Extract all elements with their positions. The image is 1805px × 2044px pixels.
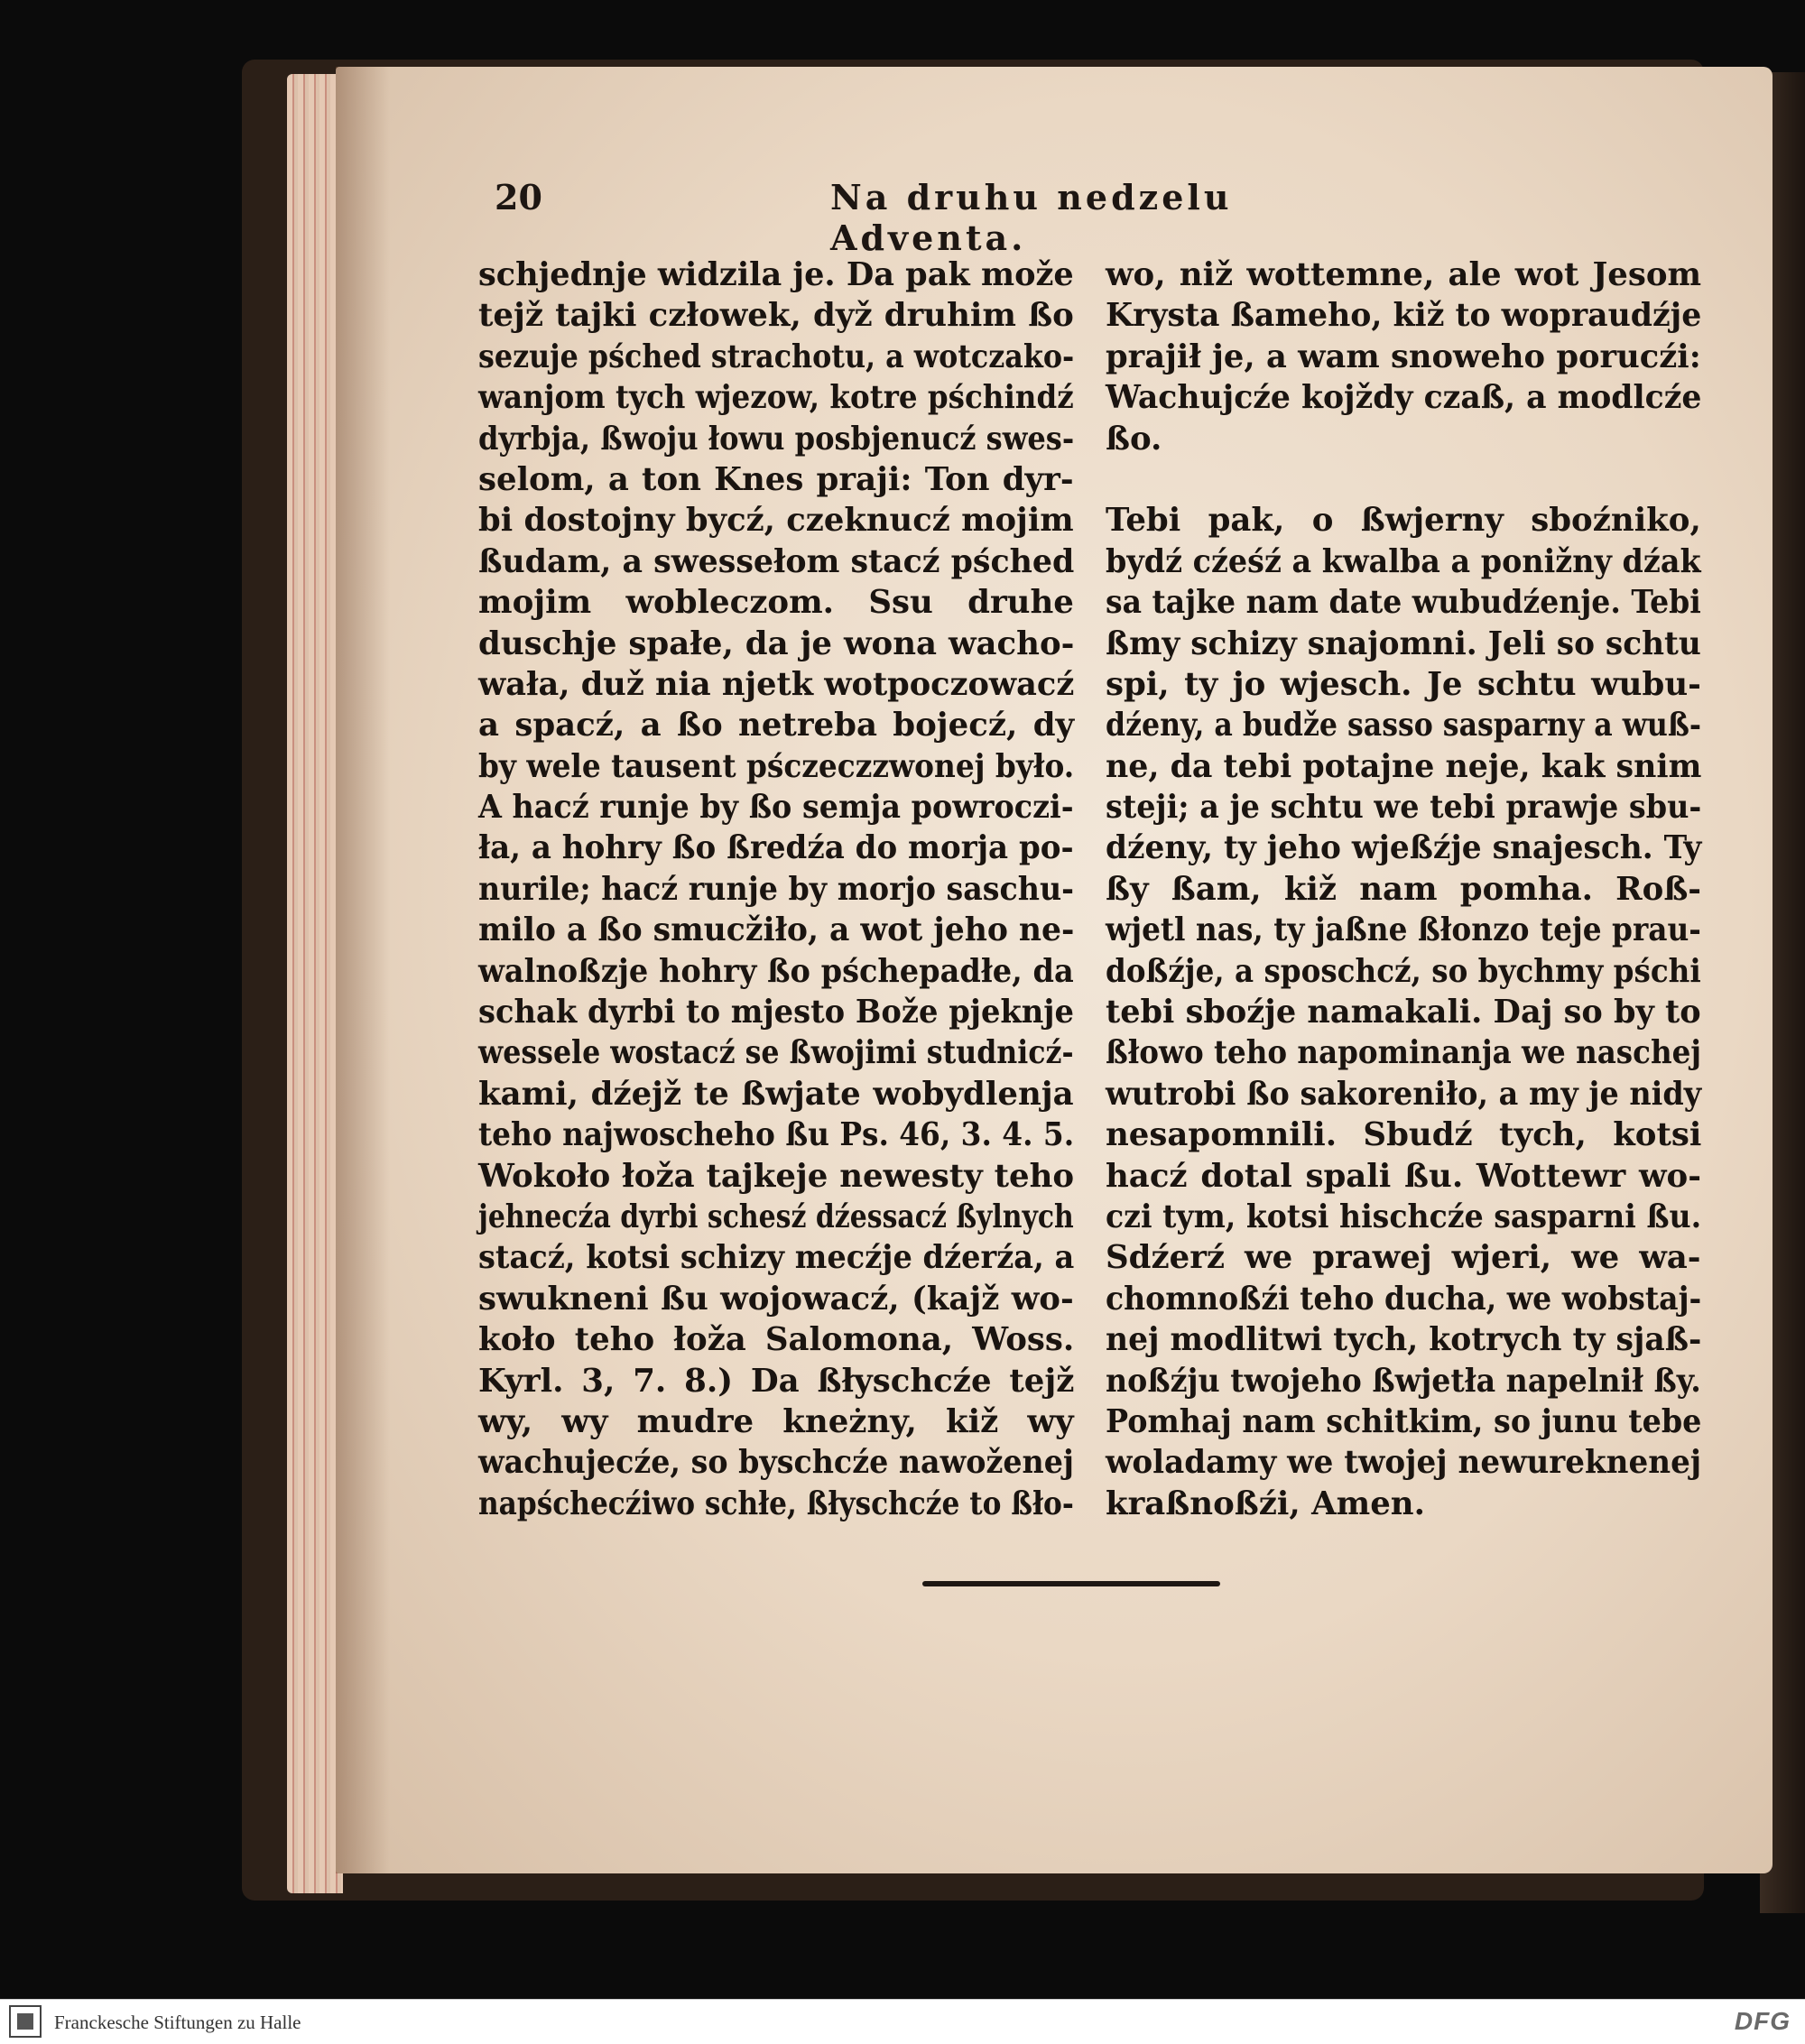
text-line: Krysta ßameho, kiž to wopraudźje bbox=[1106, 297, 1702, 335]
text-line: bydź cźeśź a kwalba a ponižny dźak bbox=[1106, 542, 1701, 580]
text-line: kami, dźejž te ßwjate wobydlenja bbox=[478, 1075, 1074, 1113]
text-line: koło teho łoža Salomona, Woss. bbox=[478, 1321, 1075, 1359]
text-line: bi dostojny bycź, czeknucź mojim bbox=[478, 502, 1074, 540]
text-line: a spacź, a ßo netreba bojecź, dy bbox=[478, 707, 1075, 745]
text-line: wanjom tych wjezow, kotre pśchindź bbox=[478, 379, 1074, 417]
text-line: noßźju twojeho ßwjetła napelnił ßy. bbox=[1106, 1362, 1701, 1400]
text-line: ßłowo teho napominanja we naschej bbox=[1106, 1034, 1702, 1072]
text-line: A hacź runje by ßo semja powroczi- bbox=[478, 789, 1074, 827]
text-line: wy, wy mudre kneżny, kiž wy bbox=[478, 1402, 1074, 1440]
text-line: spi, ty jo wjesch. Je schtu wubu- bbox=[1106, 665, 1701, 703]
text-line: mojim wobleczom. Ssu druhe bbox=[478, 584, 1074, 622]
text-line: ßudam, a swessełom stacź pśched bbox=[478, 542, 1075, 580]
end-rule bbox=[922, 1581, 1220, 1586]
text-line: napśchecźiwo schłe, ßłyschcźe to ßło- bbox=[478, 1484, 1074, 1522]
text-line: swukneni ßu wojowacź, (kajž wo- bbox=[478, 1280, 1074, 1318]
text-line: kraßnoßźi, Amen. bbox=[1106, 1484, 1425, 1522]
text-line: sa tajke nam date wubudźenje. Tebi bbox=[1106, 584, 1701, 622]
text-line: schak dyrbi to mjesto Bože pjeknje bbox=[478, 994, 1074, 1031]
gutter-shadow bbox=[336, 67, 390, 1873]
text-line: czi tym, kotsi hischcźe sasparni ßu. bbox=[1106, 1198, 1702, 1235]
text-line: wessele wostacź se ßwojimi studnicź- bbox=[478, 1034, 1074, 1072]
text-line: duschje spałe, da je wona wacho- bbox=[478, 624, 1075, 662]
footer-bar bbox=[0, 1999, 1805, 2044]
dfg-logo: DFG bbox=[1734, 2007, 1791, 2035]
text-line: selom, a ton Knes praji: Ton dyr- bbox=[478, 460, 1074, 498]
text-line: dźeny, ty jeho wjeßźje snajesch. Ty bbox=[1106, 829, 1702, 867]
text-line: prajił je, a wam snoweho porucźi: bbox=[1106, 338, 1701, 375]
page-edges bbox=[287, 74, 343, 1893]
text-line: dyrbja, ßwoju łowu posbjenucź swes- bbox=[478, 420, 1075, 458]
text-line: woladamy we twojej newureknenej bbox=[1106, 1444, 1702, 1482]
text-column-left bbox=[478, 254, 1074, 1524]
text-line: wała, duž nia njetk wotpoczowacź bbox=[478, 665, 1075, 703]
text-column-right bbox=[1106, 254, 1701, 1524]
text-line: ßy ßam, kiž nam pomha. Roß- bbox=[1106, 870, 1702, 908]
text-line: Kyrl. 3, 7. 8.) Da ßłyschcźe tejž bbox=[478, 1362, 1075, 1400]
text-line: Wachujcźe kojždy czaß, a modlcźe bbox=[1106, 379, 1702, 417]
text-line: tejž tajki człowek, dyž druhim ßo bbox=[478, 297, 1074, 335]
francke-foundations-logo-icon bbox=[9, 2005, 42, 2038]
footer-institution: Franckesche Stiftungen zu Halle bbox=[54, 2012, 301, 2033]
text-line: teho najwoscheho ßu Ps. 46, 3. 4. 5. bbox=[478, 1116, 1075, 1154]
text-line: Tebi pak, o ßwjerny sboźniko, bbox=[1106, 502, 1701, 540]
text-line: ßmy schizy snajomni. Jeli so schtu bbox=[1106, 624, 1701, 662]
text-line: wutrobi ßo sakoreniło, a my je nidy bbox=[1106, 1075, 1702, 1113]
text-line: Pomhaj nam schitkim, so junu tebe bbox=[1106, 1402, 1702, 1440]
paragraph-gap bbox=[1106, 459, 1701, 500]
text-line: dźeny, a budže sasso sasparny a wuß- bbox=[1106, 707, 1701, 745]
running-head bbox=[495, 177, 1379, 258]
text-line: ßo. bbox=[1106, 420, 1162, 458]
text-line: schjednje widzila je. Da pak može bbox=[478, 256, 1074, 293]
text-line: walnoßzje hohry ßo pśchepadłe, da bbox=[478, 952, 1074, 990]
text-line: milo a ßo smucžiło, a wot jeho ne- bbox=[478, 911, 1075, 949]
text-line: Wokoło łoža tajkeje newesty teho bbox=[478, 1157, 1075, 1195]
text-line: stacź, kotsi schizy mecźje dźerźa, a bbox=[478, 1239, 1075, 1277]
page-number: 20 bbox=[495, 177, 542, 217]
text-line: Sdźerź we prawej wjeri, we wa- bbox=[1106, 1239, 1701, 1277]
text-line: by wele tausent pśczeczzwonej było. bbox=[478, 747, 1075, 785]
text-line: tebi sboźje namakali. Daj so by to bbox=[1106, 994, 1701, 1031]
text-line: chomnoßźi teho ducha, we wobstaj- bbox=[1106, 1280, 1702, 1318]
text-line: ła, a hohry ßo ßredźa do morja po- bbox=[478, 829, 1074, 867]
text-line: hacź dotal spali ßu. Wottewr wo- bbox=[1106, 1157, 1701, 1195]
text-line: steji; a je schtu we tebi prawje sbu- bbox=[1106, 789, 1702, 827]
text-line: nesapomnili. Sbudź tych, kotsi bbox=[1106, 1116, 1702, 1154]
text-line: nej modlitwi tych, kotrych ty sjaß- bbox=[1106, 1321, 1702, 1359]
running-head-title: Na druhu nedzelu Adventa. bbox=[830, 177, 1233, 258]
text-line: wo, niž wottemne, ale wot Jesom bbox=[1106, 256, 1702, 293]
text-line: doßźje, a sposchcź, so bychmy pśchi bbox=[1106, 952, 1701, 990]
text-line: wachujecźe, so byschcźe nawoženej bbox=[478, 1444, 1074, 1482]
text-line: wjetl nas, ty jaßne ßłonzo teje prau- bbox=[1106, 911, 1701, 949]
text-line: sezuje pśched strachotu, a wotczako- bbox=[478, 338, 1075, 375]
text-line: nurile; hacź runje by morjo saschu- bbox=[478, 870, 1074, 908]
text-line: ne, da tebi potajne neje, kak snim bbox=[1106, 747, 1702, 785]
text-line: jehnecźa dyrbi schesź dźessacź ßylnych bbox=[478, 1198, 1074, 1235]
